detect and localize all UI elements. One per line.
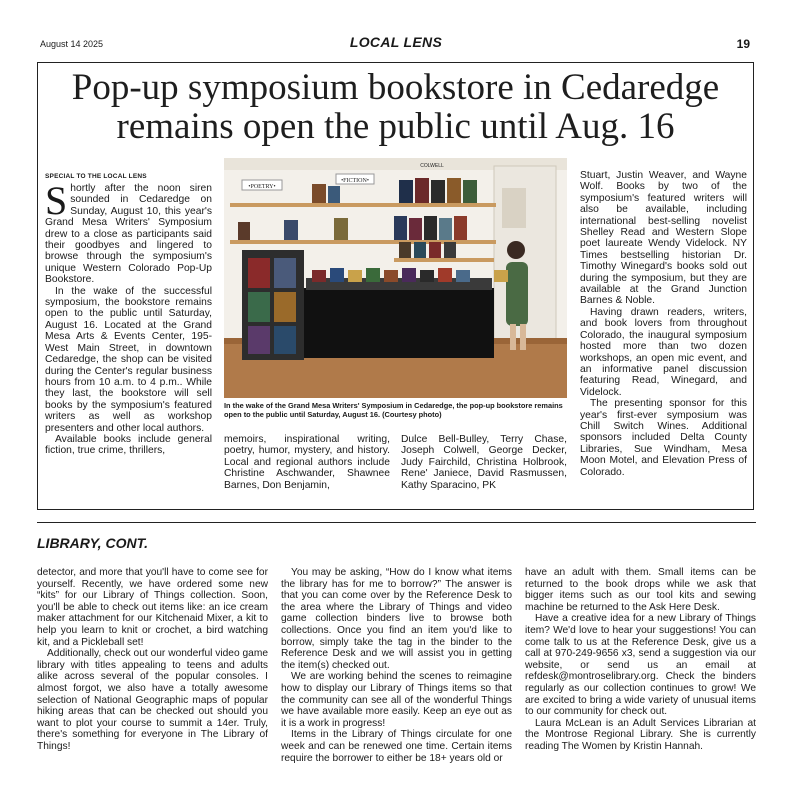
article-paragraph: The presenting sponsor for this year's first-ever symposium was Chill Switch Wines. Additional sponsors included Delta County Libraries, Sue Windham, Mesa Moon Motel, and Elevation Press of Colorado. [580,398,747,478]
article-paragraph: In the wake of the successful symposium, the bookstore remains open to the public until Saturday, August 16. Located at the Grand Mesa Arts & Events Center, 195-West Main Street, in downtown Cedaredge, the shop can be visited during the Center's regular business hours from 10 a.m. to 4 p.m.. While they last, the bookstore will sell books by the symposium's featured writers as well as workshop presenters and other local authors. [45,285,212,434]
library-paragraph: Have a creative idea for a new Library of Things item? We'd love to hear your suggestions! You can come talk to us at the Reference Desk, give us a call at 970-249-9656 x3, send a suggestion via our website, or send us an email at refdesk@montroselibrary.org. Check the binders regularly as our collection continues to grow! We are excited to bring a wide variety of unusual items to our community for check out. [525,613,756,718]
library-column-3 [525,567,756,753]
library-paragraph: You may be asking, “How do I know what items the library has for me to borrow?” The answer is that you can come over by the Reference Desk to the area where the Library of Things and video game collection binders live to browse both collections. Once you find an item you'd like to borrow, simply take the tag in the binder to the Reference Desk and we will assist you in getting the item(s) checked out. [281,567,512,671]
library-paragraph: We are working behind the scenes to reimagine how to display our Library of Things items so that the community can see all of the wonderful Things we have available more easily. Keep an eye out as it is a work in progress! [281,671,512,729]
article-column-2 [224,434,390,491]
library-paragraph: Items in the Library of Things circulate for one week and can be renewed one time. Certain items require the borrower to either be 18+ years old or [281,729,512,764]
library-paragraph: detector, and more that you'll have to come see for yourself. Recently, we have ordered some new “kits” for our Library of Things collection. Soon, you'll be able to check out items like: an ice cream maker attachment for our Kitchenaid Mixer, a kit to help you learn to knit or crochet, a bird watching kit, and a Pickleball set! [37,567,268,648]
library-column-1 [37,567,268,753]
library-column-2 [281,567,512,764]
article-paragraph: Shortly after the noon siren sounded in Cedaredge on Sunday, August 10, this year's Grand Mesa Writers' Symposium drew to a close as participants said their goodbyes and lingered to browse through the symposium's unique Western Colorado Pop-Up Bookstore. [45,178,212,286]
library-section-title: LIBRARY, CONT. [37,535,148,551]
article-paragraph: Dulce Bell-Bulley, Terry Chase, Joseph Colwell, George Decker, Judy Fairchild, Christina Holbrook, Rene' Janiece, David Rasmussen, Kathy Sparacino, PK [401,434,567,491]
headline-line-2: remains open the public until Aug. 16 [116,106,675,147]
article-column-1 [45,178,212,457]
section-divider [37,522,756,523]
article-column-3 [401,434,567,491]
drop-cap: S [45,178,68,223]
headline-line-1: Pop-up symposium bookstore in Cedaredge [71,67,720,108]
bookstore-photo [224,158,567,398]
article-paragraph: Available books include general fiction, true crime, thrillers, [45,433,212,457]
article-column-4 [580,170,747,478]
shelf-sign-fiction: •FICTION• [341,178,369,184]
article-paragraph: Having drawn readers, writers, and book lovers from throughout Colorado, the inaugural symposium hosted more than two dozen workshops, an open mic event, and an informative panel discussion featuring Read, Winegard, and Videlock. [580,306,747,398]
byline: SPECIAL TO THE LOCAL LENS [45,173,147,180]
photo-caption: In the wake of the Grand Mesa Writers' Symposium in Cedaredge, the pop-up bookstore remains open to the public until Saturday, August 16. (Courtesy photo) [224,401,563,420]
article-paragraph: memoirs, inspirational writing, poetry, humor, mystery, and history. Local and regional authors include Christine Aschwander, Shawnee Barnes, Don Benjamin, [224,434,390,491]
library-paragraph: Additionally, check out our wonderful video game library with titles appealing to teens and adults alike across several of the popular consoles. I almost forgot, we also have a totally awesome selection of National Geographic maps of popular hiking areas that can be checked out should you want to plot your course to summit a 14er. Truly, there's something for everyone in The Library of Things! [37,648,268,752]
library-paragraph: Laura McLean is an Adult Services Librarian at the Montrose Regional Library. She is currently reading The Women by Kristin Hannah. [525,717,756,752]
shelf-sign-poetry: •POETRY• [248,184,276,190]
article-headline [37,68,754,146]
article-paragraph: Stuart, Justin Weaver, and Wayne Wolf. Books by two of the symposium's featured writers will also be available, including international best-selling novelist Shelley Read and Western Slope poet laureate Wendy Videlock. NY Times bestselling historian Dr. Timothy Winegard's books sold out during the symposium, but they are available at the Grand Junction Barnes & Noble. [580,170,747,307]
section-title: LOCAL LENS [349,34,443,50]
issue-date: August 14 2025 [40,39,104,49]
library-paragraph: have an adult with them. Small items can be returned to the book drops while we ask that bigger items such as our tool kits and sewing machine be returned to the Ask Here Desk. [525,567,756,613]
page-number: 19 [736,37,750,51]
shelf-sign-colwell: COLWELL [420,163,444,169]
